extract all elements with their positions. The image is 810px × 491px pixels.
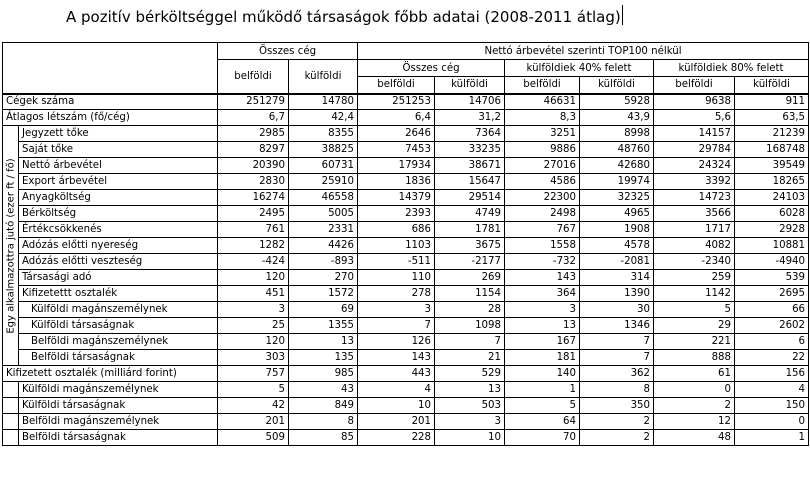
table-cell: 278 [358, 286, 435, 302]
page-title [66, 5, 623, 29]
table-cell: 529 [435, 366, 505, 382]
data-table [2, 42, 809, 446]
table-cell: -2081 [580, 254, 654, 270]
table-cell: -2177 [435, 254, 505, 270]
table-cell: 2985 [218, 126, 289, 142]
table-cell: 1390 [580, 286, 654, 302]
table-cell: 251279 [218, 94, 289, 110]
table-cell: 150 [735, 398, 809, 414]
table-cell: 201 [358, 414, 435, 430]
table-cell: 503 [435, 398, 505, 414]
table-cell: 6 [735, 334, 809, 350]
table-row [3, 286, 809, 302]
table-cell: 1717 [654, 222, 735, 238]
table-cell: 539 [735, 270, 809, 286]
table-cell: 2495 [218, 206, 289, 222]
table-cell: 1346 [580, 318, 654, 334]
row-label: Adózás előtti veszteség [19, 254, 218, 270]
table-cell: 8 [580, 382, 654, 398]
table-cell: 4426 [289, 238, 358, 254]
table-cell: 10 [435, 430, 505, 446]
header-corner [3, 43, 218, 94]
table-cell: 767 [505, 222, 580, 238]
indent-cell [3, 382, 19, 398]
table-cell: 849 [289, 398, 358, 414]
table-cell: 1836 [358, 174, 435, 190]
table-cell: 14706 [435, 94, 505, 110]
table-cell: 29 [654, 318, 735, 334]
table-row [3, 190, 809, 206]
table-cell: 14379 [358, 190, 435, 206]
table-cell: 509 [218, 430, 289, 446]
header-osszes-ceg: Összes cég [218, 43, 358, 60]
table-cell: 38825 [289, 142, 358, 158]
table-cell: 1908 [580, 222, 654, 238]
table-cell: 362 [580, 366, 654, 382]
table-cell: 259 [654, 270, 735, 286]
table-row [3, 158, 809, 174]
header-row-1 [3, 43, 809, 60]
row-label: Értékcsökkenés [19, 222, 218, 238]
table-cell: 2331 [289, 222, 358, 238]
text-cursor [622, 5, 623, 25]
table-cell: 0 [735, 414, 809, 430]
table-cell: 0 [654, 382, 735, 398]
table-cell: 4 [735, 382, 809, 398]
table-cell: 2 [654, 398, 735, 414]
table-row [3, 318, 809, 334]
table-cell: 29514 [435, 190, 505, 206]
row-label: Nettó árbevétel [19, 158, 218, 174]
table-cell: 2830 [218, 174, 289, 190]
table-cell: 38671 [435, 158, 505, 174]
table-cell: 8297 [218, 142, 289, 158]
table-cell: 9886 [505, 142, 580, 158]
table-cell: 3251 [505, 126, 580, 142]
table-cell: 140 [505, 366, 580, 382]
table-cell: 168748 [735, 142, 809, 158]
table-cell: 6,4 [358, 110, 435, 126]
table-cell: 13 [289, 334, 358, 350]
table-cell: 6,7 [218, 110, 289, 126]
table-row [3, 414, 809, 430]
header-kulfoldiek-80: külföldiek 80% felett [654, 60, 809, 77]
row-label: Belföldi társaságnak [19, 350, 218, 366]
table-cell: 1 [735, 430, 809, 446]
table-cell: 2602 [735, 318, 809, 334]
table-cell: 33235 [435, 142, 505, 158]
table-cell: 1142 [654, 286, 735, 302]
header-belfoldi: belföldi [505, 77, 580, 94]
table-cell: 25 [218, 318, 289, 334]
table-cell: 22 [735, 350, 809, 366]
row-label: Külföldi társaságnak [19, 318, 218, 334]
table-cell: 350 [580, 398, 654, 414]
table-cell: 110 [358, 270, 435, 286]
table-cell: 228 [358, 430, 435, 446]
table-cell: 14157 [654, 126, 735, 142]
table-cell: 221 [654, 334, 735, 350]
table-row [3, 398, 809, 414]
table-cell: 7 [580, 350, 654, 366]
table-cell: 9638 [654, 94, 735, 110]
table-cell: 46558 [289, 190, 358, 206]
table-cell: 2695 [735, 286, 809, 302]
table-cell: -424 [218, 254, 289, 270]
table-cell: 5005 [289, 206, 358, 222]
header-kulfoldi: külföldi [435, 77, 505, 94]
table-row [3, 382, 809, 398]
table-cell: 143 [358, 350, 435, 366]
table-row [3, 302, 809, 318]
table-cell: 13 [505, 318, 580, 334]
table-cell: 42680 [580, 158, 654, 174]
row-label: Belföldi magánszemélynek [19, 334, 218, 350]
table-cell: 2 [580, 414, 654, 430]
row-label: Külföldi magánszemélynek [19, 382, 218, 398]
row-label: Anyagköltség [19, 190, 218, 206]
table-cell: 269 [435, 270, 505, 286]
table-cell: 14780 [289, 94, 358, 110]
header-belfoldi: belföldi [358, 77, 435, 94]
table-cell: 143 [505, 270, 580, 286]
table-cell: 2393 [358, 206, 435, 222]
table-cell: 985 [289, 366, 358, 382]
table-cell: 270 [289, 270, 358, 286]
table-cell: 48760 [580, 142, 654, 158]
table-cell: 3 [218, 302, 289, 318]
row-label: Adózás előtti nyereség [19, 238, 218, 254]
table-cell: 1282 [218, 238, 289, 254]
table-cell: 25910 [289, 174, 358, 190]
table-cell: 1558 [505, 238, 580, 254]
table-cell: 6028 [735, 206, 809, 222]
table-cell: 761 [218, 222, 289, 238]
table-cell: 8998 [580, 126, 654, 142]
table-row [3, 174, 809, 190]
row-label: Átlagos létszám (fő/cég) [3, 110, 218, 126]
row-label: Kifizetett osztalék (milliárd forint) [3, 366, 218, 382]
table-row [3, 350, 809, 366]
table-cell: 181 [505, 350, 580, 366]
row-label: Kifizetettt osztalék [19, 286, 218, 302]
table-cell: 5 [218, 382, 289, 398]
table-cell: 443 [358, 366, 435, 382]
row-label: Saját tőke [19, 142, 218, 158]
table-row [3, 94, 809, 110]
table-cell: 1103 [358, 238, 435, 254]
table-cell: 314 [580, 270, 654, 286]
table-cell: 3 [435, 414, 505, 430]
table-cell: 2646 [358, 126, 435, 142]
header-kulfoldi: külföldi [735, 77, 809, 94]
table-cell: 4082 [654, 238, 735, 254]
header-netto-top100: Nettó árbevétel szerinti TOP100 nélkül [358, 43, 809, 60]
table-cell: 16274 [218, 190, 289, 206]
row-label: Belföldi társaságnak [19, 430, 218, 446]
table-cell: 7364 [435, 126, 505, 142]
row-label: Külföldi magánszemélynek [19, 302, 218, 318]
table-cell: 2928 [735, 222, 809, 238]
table-cell: 30 [580, 302, 654, 318]
table-row [3, 126, 809, 142]
table-cell: 4578 [580, 238, 654, 254]
data-table-container [2, 42, 808, 446]
table-cell: 14723 [654, 190, 735, 206]
header-kulfoldi: külföldi [289, 60, 358, 94]
table-row [3, 238, 809, 254]
row-label: Export árbevétel [19, 174, 218, 190]
table-cell: 18265 [735, 174, 809, 190]
table-cell: 61 [654, 366, 735, 382]
table-cell: 8355 [289, 126, 358, 142]
row-label: Külföldi társaságnak [19, 398, 218, 414]
table-row [3, 334, 809, 350]
table-cell: 120 [218, 334, 289, 350]
table-cell: 3 [358, 302, 435, 318]
header-kulfoldiek-40: külföldiek 40% felett [505, 60, 654, 77]
table-cell: 7453 [358, 142, 435, 158]
table-cell: 757 [218, 366, 289, 382]
table-cell: 63,5 [735, 110, 809, 126]
table-cell: 451 [218, 286, 289, 302]
row-label: Cégek száma [3, 94, 218, 110]
table-cell: -893 [289, 254, 358, 270]
table-cell: 12 [654, 414, 735, 430]
table-cell: 7 [435, 334, 505, 350]
table-cell: 3392 [654, 174, 735, 190]
table-cell: 1781 [435, 222, 505, 238]
header-sub-osszes-ceg: Összes cég [358, 60, 505, 77]
table-cell: 42 [218, 398, 289, 414]
vertical-label-text: Egy alkalmazottra jutó (ezer ft / fő) [5, 157, 16, 334]
table-cell: 29784 [654, 142, 735, 158]
table-cell: 120 [218, 270, 289, 286]
table-cell: 60731 [289, 158, 358, 174]
table-cell: 10 [358, 398, 435, 414]
table-cell: 686 [358, 222, 435, 238]
vertical-axis-label [3, 126, 19, 366]
indent-cell [3, 398, 19, 414]
table-cell: 1 [505, 382, 580, 398]
table-cell: 251253 [358, 94, 435, 110]
table-cell: 4586 [505, 174, 580, 190]
table-cell: 8 [289, 414, 358, 430]
header-belfoldi: belföldi [654, 77, 735, 94]
table-cell: 39549 [735, 158, 809, 174]
table-cell: 21 [435, 350, 505, 366]
table-cell: 31,2 [435, 110, 505, 126]
table-cell: 15647 [435, 174, 505, 190]
table-cell: 8,3 [505, 110, 580, 126]
table-cell: 48 [654, 430, 735, 446]
table-cell: -2340 [654, 254, 735, 270]
table-cell: 3566 [654, 206, 735, 222]
title-text: A pozitív bérköltséggel működő társaságok főbb adatai (2008-2011 átlag) [66, 8, 621, 26]
row-label: Belföldi magánszemélynek [19, 414, 218, 430]
table-cell: 66 [735, 302, 809, 318]
table-cell: -4940 [735, 254, 809, 270]
table-cell: 4749 [435, 206, 505, 222]
header-belfoldi: belföldi [218, 60, 289, 94]
header-kulfoldi: külföldi [580, 77, 654, 94]
table-cell: 1098 [435, 318, 505, 334]
table-cell: 2498 [505, 206, 580, 222]
table-cell: 21239 [735, 126, 809, 142]
table-row [3, 270, 809, 286]
table-cell: 1572 [289, 286, 358, 302]
table-cell: 2 [580, 430, 654, 446]
table-cell: 201 [218, 414, 289, 430]
table-cell: 24324 [654, 158, 735, 174]
table-cell: 22300 [505, 190, 580, 206]
table-cell: 10881 [735, 238, 809, 254]
table-row [3, 366, 809, 382]
row-label: Bérköltség [19, 206, 218, 222]
table-cell: 135 [289, 350, 358, 366]
table-cell: 28 [435, 302, 505, 318]
table-cell: 43,9 [580, 110, 654, 126]
table-cell: 1355 [289, 318, 358, 334]
table-cell: 17934 [358, 158, 435, 174]
table-cell: -732 [505, 254, 580, 270]
table-cell: 85 [289, 430, 358, 446]
indent-cell [3, 414, 19, 430]
table-cell: 7 [358, 318, 435, 334]
table-row [3, 142, 809, 158]
table-cell: 43 [289, 382, 358, 398]
table-cell: 7 [580, 334, 654, 350]
table-row [3, 222, 809, 238]
table-cell: 69 [289, 302, 358, 318]
row-label: Jegyzett tőke [19, 126, 218, 142]
table-cell: 156 [735, 366, 809, 382]
table-cell: 64 [505, 414, 580, 430]
table-cell: 5,6 [654, 110, 735, 126]
table-row [3, 110, 809, 126]
table-row [3, 254, 809, 270]
table-cell: 3 [505, 302, 580, 318]
table-cell: 167 [505, 334, 580, 350]
table-cell: 126 [358, 334, 435, 350]
table-row [3, 206, 809, 222]
table-cell: 4 [358, 382, 435, 398]
row-label: Társasági adó [19, 270, 218, 286]
table-cell: 46631 [505, 94, 580, 110]
indent-cell [3, 430, 19, 446]
table-cell: 5928 [580, 94, 654, 110]
table-cell: 27016 [505, 158, 580, 174]
table-cell: 5 [505, 398, 580, 414]
table-cell: 1154 [435, 286, 505, 302]
table-cell: 13 [435, 382, 505, 398]
table-row [3, 430, 809, 446]
table-cell: 4965 [580, 206, 654, 222]
table-cell: 24103 [735, 190, 809, 206]
table-cell: 3675 [435, 238, 505, 254]
table-cell: 303 [218, 350, 289, 366]
table-cell: -511 [358, 254, 435, 270]
table-cell: 19974 [580, 174, 654, 190]
table-cell: 911 [735, 94, 809, 110]
table-cell: 70 [505, 430, 580, 446]
table-cell: 32325 [580, 190, 654, 206]
table-cell: 5 [654, 302, 735, 318]
table-cell: 364 [505, 286, 580, 302]
table-cell: 42,4 [289, 110, 358, 126]
table-cell: 20390 [218, 158, 289, 174]
table-cell: 888 [654, 350, 735, 366]
